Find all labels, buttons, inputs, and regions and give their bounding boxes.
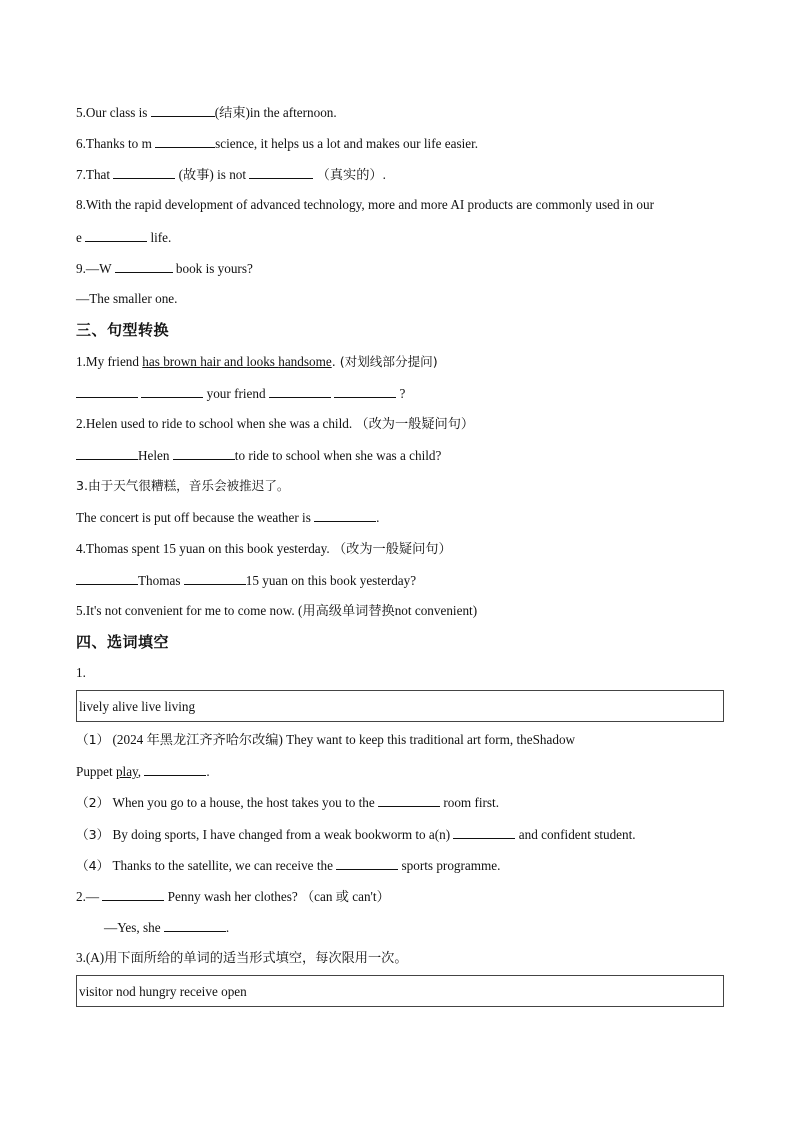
question-2-8: 8.With the rapid development of advanced technology, more and more AI products are commonly used in our <box>76 197 654 212</box>
question-3-4: 4.Thomas spent 15 yuan on this book yesterday. （改为一般疑问句） <box>76 541 452 556</box>
question-3-1-answer: your friend ? <box>76 384 405 403</box>
question-2-9: 9.—W book is yours? <box>76 261 253 276</box>
answer-blank[interactable] <box>269 384 331 398</box>
question-3-3-answer: The concert is put off because the weather is . <box>76 510 380 525</box>
answer-blank[interactable] <box>102 887 164 901</box>
answer-blank[interactable] <box>141 384 203 398</box>
question-4-2-answer: —Yes, she . <box>104 920 230 935</box>
question-2-8-line2: e life. <box>76 230 172 245</box>
question-4-1-4: （4） Thanks to the satellite, we can receive the sports programme. <box>76 858 501 873</box>
word-bank-box: lively alive live living <box>76 690 724 722</box>
answer-blank[interactable] <box>314 508 376 522</box>
section-heading-4: 四、选词填空 <box>76 633 170 651</box>
answer-blank[interactable] <box>173 446 235 460</box>
answer-blank[interactable] <box>378 793 440 807</box>
question-2-9-answer: —The smaller one. <box>76 291 178 306</box>
answer-blank[interactable] <box>184 571 246 585</box>
answer-blank[interactable] <box>76 446 138 460</box>
question-3-3: 3.由于天气很糟糕，音乐会被推迟了。 <box>76 478 290 493</box>
word-bank-box-2: visitor nod hungry receive open <box>76 975 724 1007</box>
answer-blank[interactable] <box>144 762 206 776</box>
answer-blank[interactable] <box>76 571 138 585</box>
question-3-2: 2.Helen used to ride to school when she was a child. （改为一般疑问句） <box>76 416 475 431</box>
answer-blank[interactable] <box>164 918 226 932</box>
question-2-6: 6.Thanks to m science, it helps us a lot and makes our life easier. <box>76 136 479 151</box>
question-2-5: 5.Our class is (结束)in the afternoon. <box>76 105 337 120</box>
question-4-2: 2.— Penny wash her clothes? （can 或 can't） <box>76 889 390 904</box>
question-4-1-2: （2） When you go to a house, the host takes you to the room first. <box>76 795 500 810</box>
question-3-4-answer: Thomas 15 yuan on this book yesterday? <box>76 571 416 590</box>
answer-blank[interactable] <box>453 825 515 839</box>
question-4-1-1: （1） (2024 年黑龙江齐齐哈尔改编) They want to keep this traditional art form, theShadow <box>76 732 576 747</box>
answer-blank[interactable] <box>85 228 147 242</box>
question-4-1-3: （3） By doing sports, I have changed from a weak bookworm to a(n) and confident student. <box>76 827 636 842</box>
answer-blank[interactable] <box>334 384 396 398</box>
question-4-3: 3.(A)用下面所给的单词的适当形式填空，每次限用一次。 <box>76 950 408 965</box>
answer-blank[interactable] <box>151 103 215 117</box>
question-4-1-1-line2: Puppet play, . <box>76 764 210 779</box>
answer-blank[interactable] <box>113 165 175 179</box>
answer-blank[interactable] <box>115 259 173 273</box>
question-2-7: 7.That (故事) is not （真实的）. <box>76 167 386 182</box>
answer-blank[interactable] <box>249 165 313 179</box>
section-heading-3: 三、句型转换 <box>76 321 170 339</box>
question-3-5: 5.It's not convenient for me to come now. (用高级单词替换not convenient) <box>76 603 478 618</box>
answer-blank[interactable] <box>76 384 138 398</box>
question-3-2-answer: Helen to ride to school when she was a child? <box>76 446 441 465</box>
answer-blank[interactable] <box>155 134 215 148</box>
question-3-1: 1.My friend has brown hair and looks handsome. (对划线部分提问) <box>76 354 438 369</box>
group-1-number: 1. <box>76 665 86 680</box>
answer-blank[interactable] <box>336 856 398 870</box>
